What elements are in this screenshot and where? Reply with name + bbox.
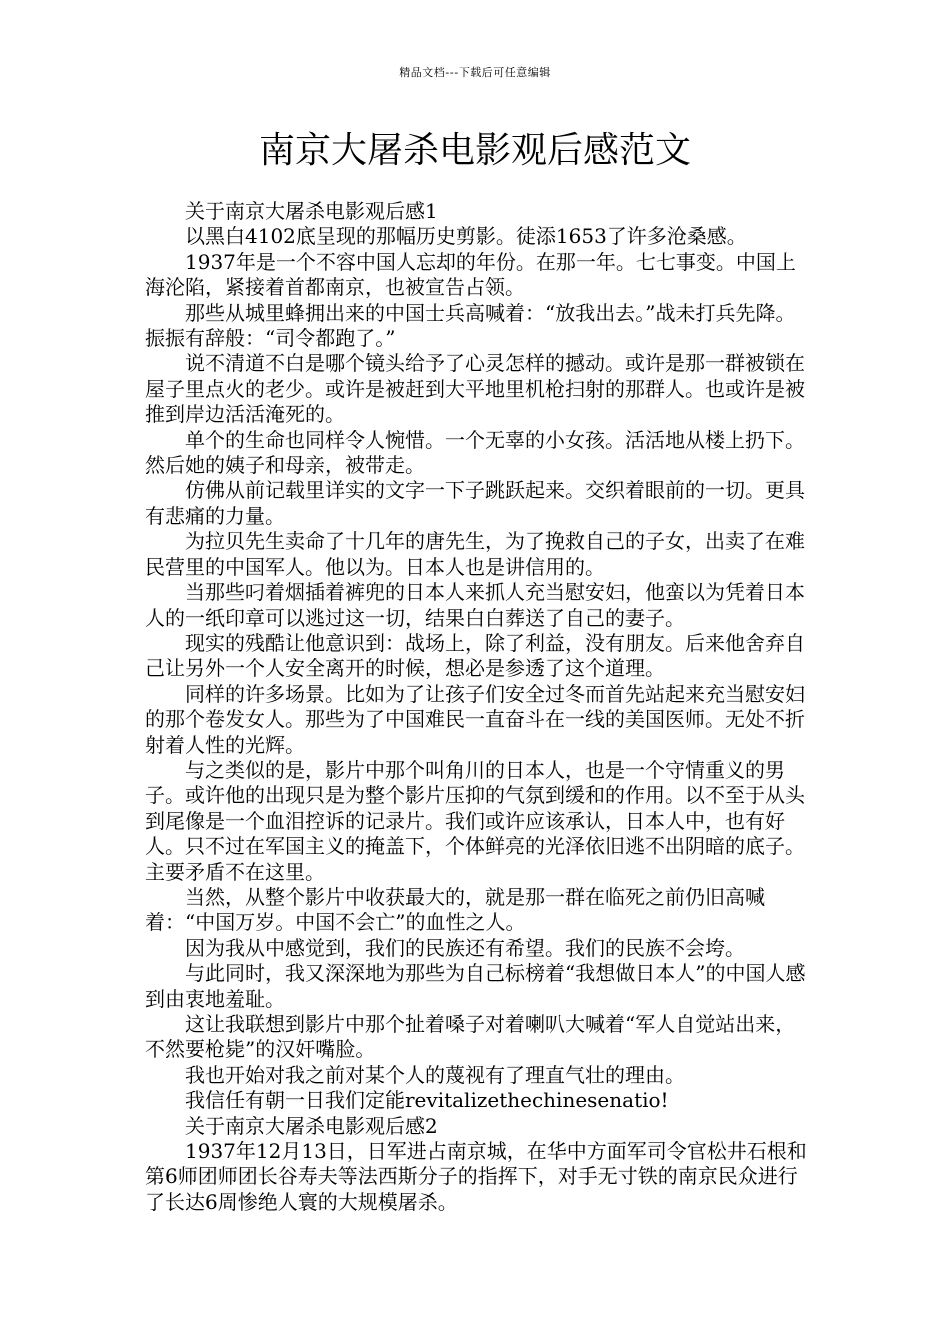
paragraph: 我信任有朝一日我们定能revitalizethechinesenatio! <box>185 1088 669 1113</box>
paragraph: 现实的残酷让他意识到：战场上，除了利益，没有朋友。后来他舍弃自己让另外一个人安全离开的时候，想必是参透了这个道理。 <box>145 630 805 681</box>
paragraph: 1937年12月13日，日军进占南京城，在华中方面军司令官松井石根和第6师团师团长谷寿夫等法西斯分子的指挥下，对手无寸铁的南京民众进行了长达6周惨绝人寰的大规模屠杀。 <box>145 1139 807 1214</box>
paragraph: 以黑白4102底呈现的那幅历史剪影。徒添1653了许多沧桑感。 <box>185 224 747 249</box>
paragraph: 那些从城里蜂拥出来的中国士兵高喊着：“放我出去。”战未打兵先降。振振有辞般：“司令都跑了。” <box>145 300 796 351</box>
paragraph: 我也开始对我之前对某个人的蔑视有了理直气壮的理由。 <box>185 1062 685 1087</box>
document-body <box>145 199 813 1215</box>
paragraph: 关于南京大屠杀电影观后感2 <box>185 1113 438 1138</box>
paragraph: 仿佛从前记载里详实的文字一下子跳跃起来。交织着眼前的一切。更具有悲痛的力量。 <box>145 478 805 528</box>
paragraph: 说不清道不白是哪个镜头给予了心灵怎样的撼动。或许是那一群被锁在屋子里点火的老少。或许是被赶到大平地里机枪扫射的那群人。也或许是被推到岸边活活淹死的。 <box>145 351 805 427</box>
paragraph: 同样的许多场景。比如为了让孩子们安全过冬而首先站起来充当慰安妇的那个卷发女人。那些为了中国难民一直奋斗在一线的美国医师。无处不折射着人性的光辉。 <box>145 681 805 757</box>
paragraph: 与之类似的是，影片中那个叫角川的日本人，也是一个守情重义的男子。或许他的出现只是为整个影片压抑的气氛到缓和的作用。以不至于从头到尾像是一个血泪控诉的记录片。我们或许应该承认，日本人中，也有好人。只不过在军国主义的掩盖下，个体鲜亮的光泽依旧逃不出阴暗的底子。主要矛盾不在这里。 <box>145 757 805 884</box>
paragraph: 当那些叼着烟插着裤兜的日本人来抓人充当慰安妇，他蛮以为凭着日本人的一纸印章可以逃过这一切，结果白白葬送了自己的妻子。 <box>145 580 805 630</box>
header-note: 精品文档---下载后可任意编辑 <box>399 66 551 79</box>
paragraph: 单个的生命也同样令人惋惜。一个无辜的小女孩。活活地从楼上扔下。然后她的姨子和母亲，被带走。 <box>145 427 805 478</box>
paragraph: 与此同时，我又深深地为那些为自己标榜着“我想做日本人”的中国人感到由衷地羞耻。 <box>145 961 806 1011</box>
paragraph: 为拉贝先生卖命了十几年的唐先生，为了挽救自己的子女，出卖了在难民营里的中国军人。他以为。日本人也是讲信用的。 <box>145 529 805 579</box>
paragraph: 因为我从中感觉到，我们的民族还有希望。我们的民族不会垮。 <box>185 935 745 960</box>
paragraph: 这让我联想到影片中那个扯着嗓子对着喇叭大喊着“军人自觉站出来，不然要枪毙”的汉奸嘴脸。 <box>145 1012 796 1062</box>
page-title: 南京大屠杀电影观后感范文 <box>258 130 691 171</box>
paragraph: 当然，从整个影片中收获最大的，就是那一群在临死之前仍旧高喊着：“中国万岁。中国不会亡”的血性之人。 <box>145 884 765 935</box>
paragraph: 1937年是一个不容中国人忘却的年份。在那一年。七七事变。中国上海沦陷，紧接着首都南京，也被宣告占领。 <box>145 249 796 300</box>
paragraph: 关于南京大屠杀电影观后感1 <box>185 199 438 223</box>
